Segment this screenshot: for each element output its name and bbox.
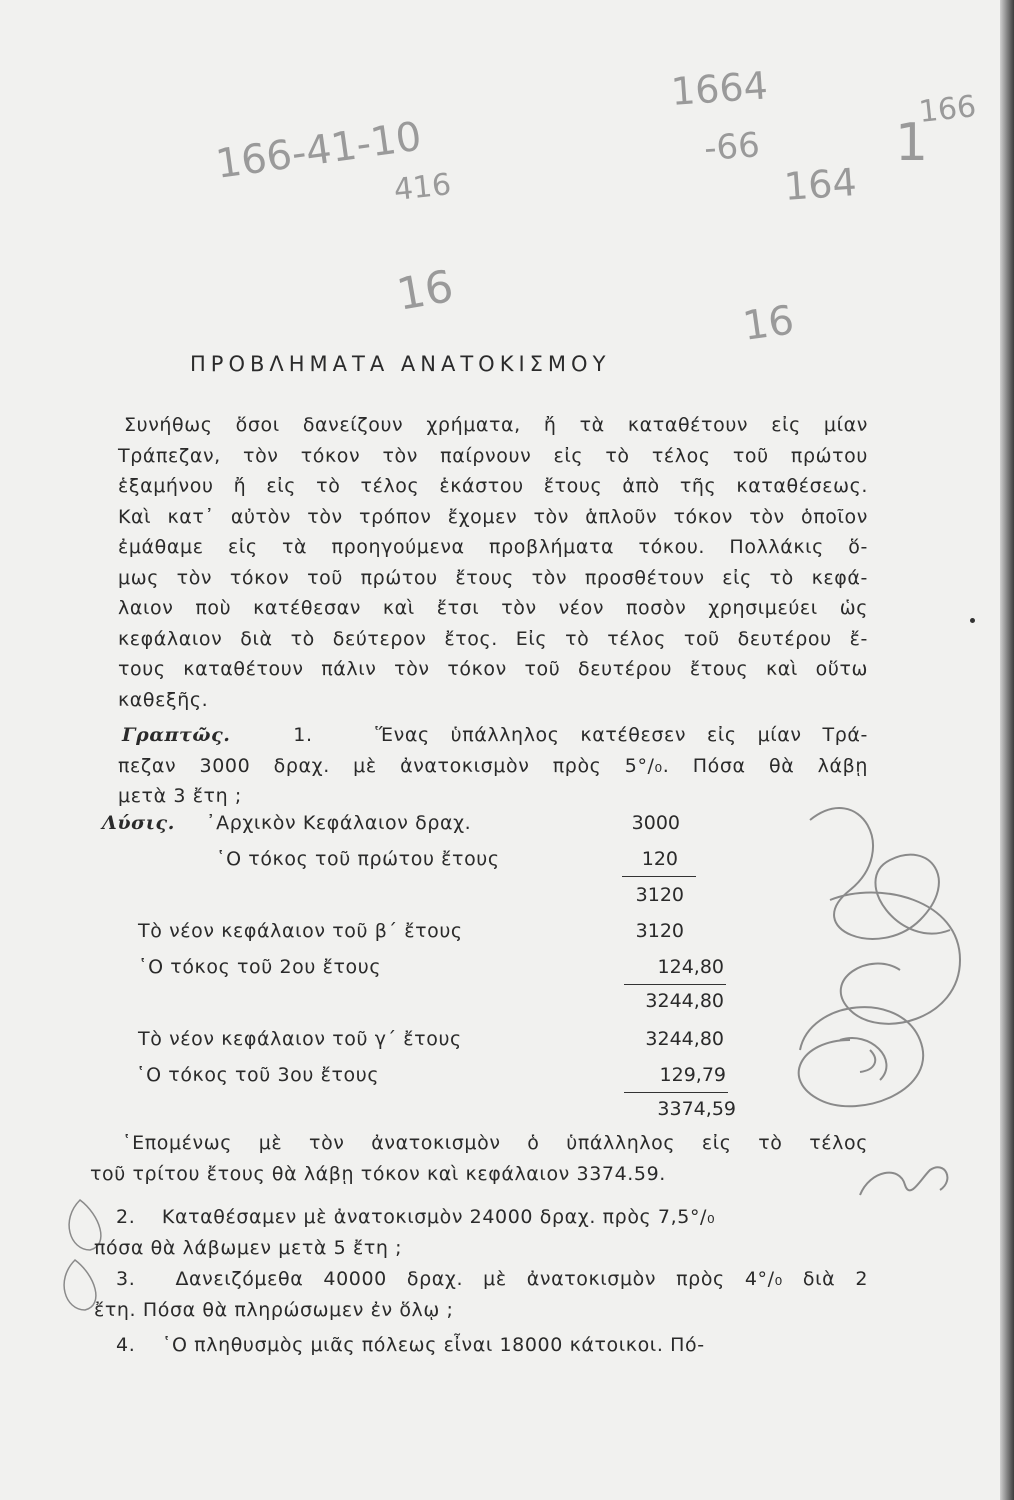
calc-row-label: Τὸ νέον κεφάλαιον τοῦ β΄ ἔτους xyxy=(138,920,463,942)
problem-number: 3. xyxy=(116,1268,136,1290)
problem-text: Καταθέσαμεν μὲ ἀνατοκισμὸν 24000 δραχ. πρὸς 7,5°/₀ xyxy=(161,1206,716,1228)
page-edge-shadow xyxy=(1000,0,1014,1500)
handwritten-note: 16 xyxy=(393,260,458,321)
example-1 xyxy=(118,720,868,812)
handwritten-note: 1664 xyxy=(669,63,770,114)
calc-row-value: 3374,59 xyxy=(657,1098,736,1120)
calc-row-value: 120 xyxy=(641,848,678,870)
problem-text: ῾Ο πληθυσμὸς μιᾶς πόλεως εἶναι 18000 κάτοικοι. Πό- xyxy=(161,1334,705,1356)
calc-row-value: 129,79 xyxy=(659,1064,726,1086)
text-line: μετὰ 3 ἔτη ; xyxy=(118,785,242,807)
problem-3 xyxy=(94,1264,868,1325)
calc-row-label: ῾Ο τόκος τοῦ 2ου ἔτους xyxy=(138,956,382,978)
text-line: Καὶ κατ᾽ αὐτὸν τὸν τρόπον ἔχομεν τὸν ἁπλοῦν τόκον τὸν ὁποῖον xyxy=(118,505,868,528)
text-line: ῾Επομένως μὲ τὸν ἀνατοκισμὸν ὁ ὑπάλληλος εἰς τὸ τέλος xyxy=(122,1132,868,1154)
problem-first-line xyxy=(94,1330,854,1361)
page-title: ΠΡΟΒΛΗΜΑΤΑ ΑΝΑΤΟΚΙΣΜΟΥ xyxy=(190,352,611,376)
example-label: Γραπτῶς. xyxy=(122,724,231,746)
handwritten-note: 16 xyxy=(739,297,797,350)
text-line: πεζαν 3000 δραχ. μὲ ἀνατοκισμὸν πρὸς 5°/₀. Πόσα θὰ λάβῃ xyxy=(118,754,868,777)
text-line: Τράπεζαν, τὸν τόκον τὸν παίρνουν εἰς τὸ τέλος τοῦ πρώτου xyxy=(118,444,868,467)
text-line: καθεξῆς. xyxy=(118,688,209,711)
calc-row-label: ᾿Αρχικὸν Κεφάλαιον δραχ. xyxy=(206,812,472,834)
intro-paragraph xyxy=(118,410,868,715)
calc-row-value: 3120 xyxy=(635,920,684,942)
sum-rule xyxy=(624,984,726,985)
text-line: πόσα θὰ λάβωμεν μετὰ 5 ἔτη ; xyxy=(94,1236,403,1259)
text-line: Συνήθως ὅσοι δανείζουν χρήματα, ἤ τὰ καταθέτουν εἰς μίαν xyxy=(124,414,868,436)
handwritten-note: 1 xyxy=(895,113,929,173)
calc-row-value: 3244,80 xyxy=(645,1028,724,1050)
sum-rule xyxy=(624,1092,728,1093)
example-number: 1. xyxy=(293,724,313,746)
text-line: ἐμάθαμε εἰς τὰ προηγούμενα προβλήματα τόκου. Πολλάκις ὅ- xyxy=(118,536,868,558)
margin-mark xyxy=(970,618,975,623)
text-line: λαιον ποὺ κατέθεσαν καὶ ἔτσι τὸν νέον ποσὸν χρησιμεύει ὡς xyxy=(118,597,868,619)
calc-row-value: 3120 xyxy=(635,884,684,906)
calc-row-label: ῾Ο τόκος τοῦ πρώτου ἔτους xyxy=(216,848,500,870)
handwritten-note: 166-41-10 xyxy=(212,113,425,188)
problem-number: 2. xyxy=(116,1206,136,1228)
text-line: κεφάλαιον διὰ τὸ δεύτερον ἔτος. Εἰς τὸ τέλος τοῦ δευτέρου ἔ- xyxy=(118,627,868,650)
problem-number: 4. xyxy=(116,1334,136,1356)
text-line: τους καταθέτουν πάλιν τὸν τόκον τοῦ δευτέρου ἔτους καὶ οὕτω xyxy=(118,658,868,680)
problem-4 xyxy=(94,1330,854,1361)
handwritten-note: -66 xyxy=(702,125,762,169)
problem-first-line xyxy=(94,1202,854,1233)
calc-row-label: Τὸ νέον κεφάλαιον τοῦ γ΄ ἔτους xyxy=(138,1028,462,1050)
handwritten-note: 416 xyxy=(392,167,453,208)
problem-first-line xyxy=(94,1264,868,1295)
problem-2 xyxy=(94,1202,854,1263)
calc-row-value: 124,80 xyxy=(657,956,724,978)
handwritten-note: 166 xyxy=(917,89,978,130)
conclusion-paragraph xyxy=(90,1128,868,1189)
problem-text: Δανειζόμεθα 40000 δραχ. μὲ ἀνατοκισμὸν πρὸς 4°/₀ διὰ 2 xyxy=(175,1268,869,1290)
text-line: ἔτη. Πόσα θὰ πληρώσωμεν ἐν ὅλῳ ; xyxy=(94,1298,454,1321)
text-line: ἑξαμήνου ἤ εἰς τὸ τέλος ἑκάστου ἔτους ἀπὸ τῆς καταθέσεως. xyxy=(118,475,868,497)
text-line: τοῦ τρίτου ἔτους θὰ λάβῃ τόκον καὶ κεφάλαιον 3374.59. xyxy=(90,1162,666,1185)
handwritten-note: 164 xyxy=(782,160,858,209)
example-first-line xyxy=(122,720,868,751)
solution-label: Λύσις. xyxy=(102,812,175,834)
example-text: Ἕνας ὑπάλληλος κατέθεσεν εἰς μίαν Τρά- xyxy=(375,724,868,746)
sum-rule xyxy=(622,876,696,877)
calc-row-label: ῾Ο τόκος τοῦ 3ου ἔτους xyxy=(136,1064,380,1086)
calc-row-value: 3000 xyxy=(631,812,680,834)
text-line: μως τὸν τόκον τοῦ πρώτου ἔτους τὸν προσθέτουν εἰς τὸ κεφά- xyxy=(118,566,868,589)
calc-row-value: 3244,80 xyxy=(645,990,724,1012)
